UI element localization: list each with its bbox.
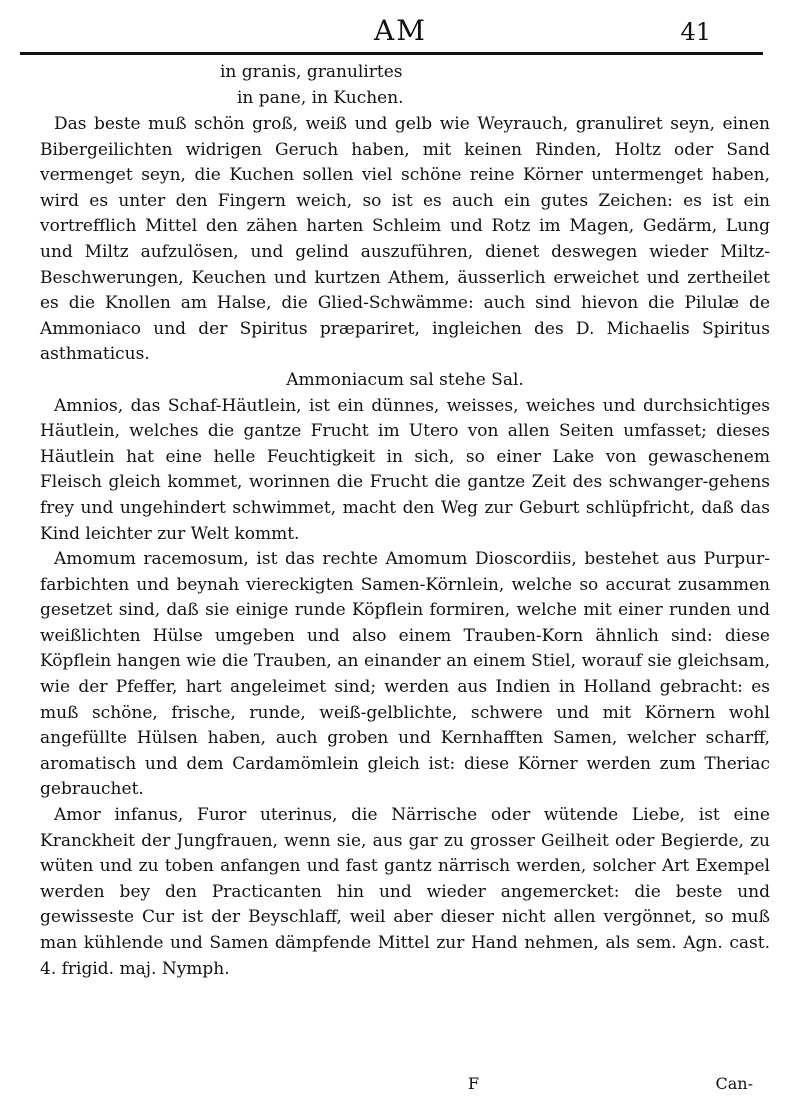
paragraph-ammoniacum-sal: Ammoniacum sal stehe Sal. xyxy=(286,369,524,390)
subheading-granis: in granis, granulirtes xyxy=(220,62,403,82)
body-text xyxy=(40,112,770,982)
signature-mark: F xyxy=(468,1074,480,1093)
catchword: Can- xyxy=(715,1074,753,1093)
paragraph-amomum: Amomum racemosum, ist das rechte Amomum Dioscordiis, bestehet aus Purpur-farbichten und beynah viereckigten Samen-Körnlein, welche so accurat zusammen gesetzet sind, daß sie einige runde Köpflein formiren, welche mit einer runden und weißlichten Hülse umgeben und also einem Trauben-Korn ähnlich sind: diese Köpflein hangen wie die Trauben, an einander an einem Stiel, worauf sie gleichsam, wie der Pfeffer, hart angeleimet sind; werden aus Indien in Holland gebracht: es muß schöne, frische, runde, weiß-gelblichte, schwere und mit Körnern wohl angefüllte Hülsen haben, auch groben und Kernhafften Samen, welcher scharff, aromatisch und dem Cardamömlein gleich ist: diese Körner werden zum Theriac gebrauchet. xyxy=(40,549,770,800)
page-number: 41 xyxy=(680,18,711,46)
paragraph-ammoniacum-quality: Das beste muß schön groß, weiß und gelb wie Weyrauch, granuliret seyn, einen Bibergeilichten widrigen Geruch haben, mit keinen Rinden, Holtz oder Sand vermenget seyn, die Kuchen sollen viel schöne reine Körner untermenget haben, wird es unter den Fingern weich, so ist es auch ein gutes Zeichen: es ist ein vortrefflich Mittel den zähen harten Schleim und Rotz im Magen, Gedärm, Lung und Miltz aufzulösen, und gelind auszuführen, dienet deswegen wieder Miltz-Beschwerungen, Keuchen und kurtzen Athem, äusserlich erweichet und zertheilet es die Knollen am Halse, die Glied-Schwämme: auch sind hievon die Pilulæ de Ammoniaco und der Spiritus præpariret, ingleichen des D. Michaelis Spiritus asthmaticus. xyxy=(40,114,770,365)
paragraph-amnios: Amnios, das Schaf-Häutlein, ist ein dünnes, weisses, weiches und durchsichtiges Häutlein, welches die gantze Frucht im Utero von allen Seiten umfasset; dieses Häutlein hat eine helle Feuchtigkeit in sich, so einer Lake von gewaschenem Fleisch gleich kommet, worinnen die Frucht die gantze Zeit des schwanger-gehens frey und ungehindert schwimmet, macht den Weg zur Geburt schlüpfricht, daß das Kind leichter zur Welt kommt. xyxy=(40,395,770,544)
running-head xyxy=(20,14,781,52)
subheading-pane: in pane, in Kuchen. xyxy=(237,88,404,108)
header-rule xyxy=(20,52,763,55)
paragraph-amor-insanus: Amor infanus, Furor uterinus, die Närrische oder wütende Liebe, ist eine Kranckheit der Jungfrauen, wenn sie, aus gar zu grosser Geilheit oder Begierde, zu wüten und zu toben anfangen und fast gantz närrisch werden, solcher Art Exempel werden bey den Practicanten hin und wieder angemercket: die beste und gewisseste Cur ist der Beyschlaff, weil aber dieser nicht allen vergönnet, so muß man kühlende und Samen dämpfende Mittel zur Hand nehmen, als sem. Agn. cast. 4. frigid. maj. Nymph. xyxy=(40,805,770,979)
running-title: AM xyxy=(374,14,427,47)
